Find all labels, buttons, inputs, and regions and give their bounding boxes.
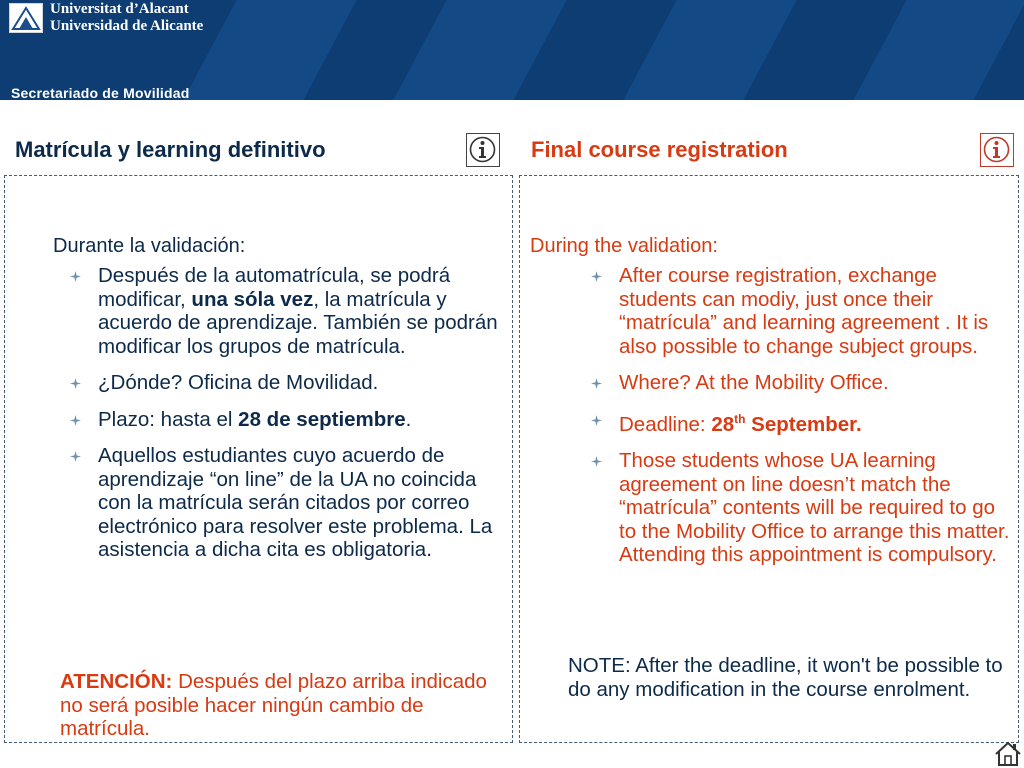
bullet-icon (70, 378, 81, 389)
english-intro: During the validation: (530, 235, 718, 257)
list-item-emphasis: 28 de septiembre (238, 407, 406, 431)
spanish-warning (60, 670, 500, 741)
university-name-line1: Universitat d’Alacant (50, 1, 189, 17)
bullet-icon (70, 451, 81, 462)
english-bullet-list (582, 264, 1012, 580)
bullet-icon (70, 415, 81, 426)
spanish-title: Matrícula y learning definitivo (15, 137, 326, 162)
bullet-icon (591, 271, 602, 282)
university-name[interactable] (50, 1, 203, 35)
list-item (582, 371, 1012, 395)
warning-text: Después del plazo arriba indicado no será posible hacer ningún cambio de matrícula. (60, 670, 487, 740)
list-item-text: Those students whose UA learning agreement on line doesn’t match the “matrícula” contents will be required to go to the Mobility Office to arrange this matter. Attending this appointment is compulsory. (619, 449, 1010, 566)
list-item (61, 264, 509, 358)
header-stripe (623, 0, 796, 100)
spanish-intro: Durante la validación: (53, 235, 246, 257)
english-title: Final course registration (531, 137, 788, 162)
english-panel (519, 175, 1019, 743)
bullet-icon (591, 456, 602, 467)
spanish-panel (4, 175, 513, 743)
site-header (0, 0, 1024, 100)
list-item-superscript: th (734, 411, 746, 426)
info-icon[interactable] (466, 133, 500, 167)
list-item (61, 444, 509, 562)
bullet-icon (591, 415, 602, 426)
info-icon[interactable] (980, 133, 1014, 167)
list-item-text: Aquellos estudiantes cuyo acuerdo de aprendizaje “on line” de la UA no coincida con la matrícula serán citados por correo electrónico para resolver este problema. La asistencia a dicha cita es obligatoria. (98, 444, 493, 561)
list-item (61, 408, 509, 432)
list-item-text: Plazo: hasta el (98, 407, 239, 431)
list-item-text: After course registration, exchange students can modiy, just once their “matrícula” and learning agreement . It is also possible to change subject groups. (619, 264, 989, 358)
list-item (582, 264, 1012, 358)
list-item-emphasis: September. (745, 412, 862, 436)
office-name: Secretariado de Movilidad (11, 85, 190, 100)
bullet-icon (591, 378, 602, 389)
header-stripe (853, 0, 1024, 100)
list-item-text: . (405, 407, 412, 431)
warning-label: ATENCIÓN: (60, 670, 173, 693)
bullet-icon (70, 271, 81, 282)
spanish-bullet-list (61, 264, 509, 575)
university-logo-icon[interactable] (9, 3, 43, 33)
university-name-line2: Universidad de Alicante (50, 18, 204, 34)
list-item-text: Where? At the Mobility Office. (619, 371, 889, 394)
list-item (61, 371, 509, 395)
header-stripe (393, 0, 566, 100)
list-item-emphasis: 28 (711, 412, 735, 436)
list-item-emphasis: una sóla vez (191, 287, 314, 311)
home-icon[interactable] (994, 741, 1022, 767)
list-item-text: ¿Dónde? Oficina de Movilidad. (98, 371, 379, 394)
english-note: NOTE: After the deadline, it won't be possible to do any modification in the course enrolment. (568, 654, 1003, 701)
header-stripe (183, 0, 356, 100)
list-item-text: Después de la automatrícula, se podrá modificar, (98, 264, 451, 311)
list-item-text: , la matrícula y acuerdo de aprendizaje. También se podrán modificar los grupos de matrícula. (98, 287, 498, 358)
list-item (582, 449, 1012, 567)
list-item (582, 408, 1012, 437)
list-item-text: Deadline: (619, 412, 712, 436)
